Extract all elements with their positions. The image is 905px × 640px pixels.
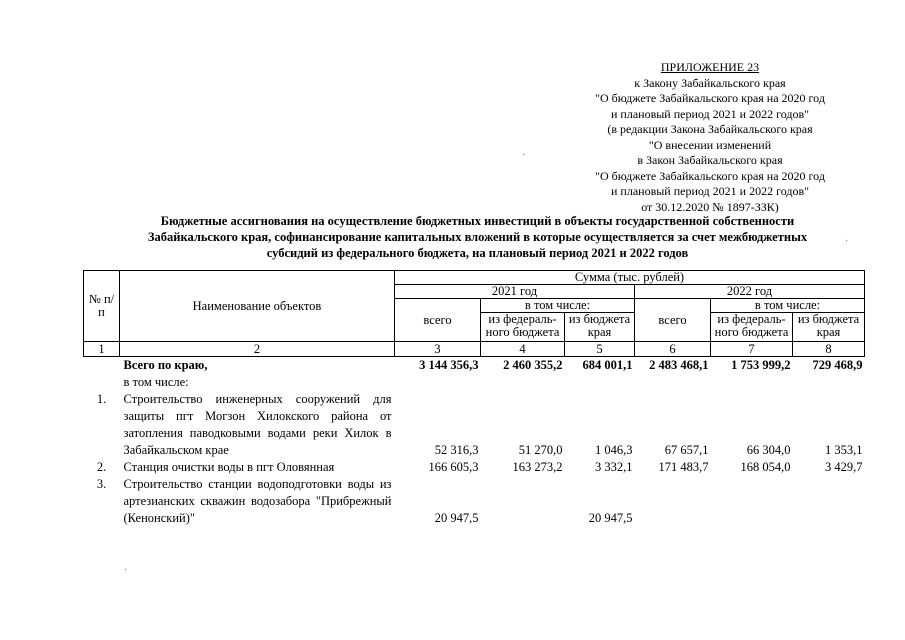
row-federal-2021 <box>481 476 565 527</box>
header-year-2022: 2022 год <box>635 285 865 299</box>
row-regional-2021: 1 046,3 <box>595 443 633 457</box>
appendix-line: от 30.12.2020 № 1897-ЗЗК) <box>641 199 779 214</box>
row-number <box>84 357 120 375</box>
row-regional-2021 <box>565 374 635 391</box>
row-number: 1. <box>96 392 107 406</box>
scan-speck: · <box>845 236 849 247</box>
header-total-2021: всего <box>395 299 481 342</box>
row-federal-2021: 163 273,2 <box>512 460 563 474</box>
row-name: Всего по краю, <box>123 358 208 372</box>
row-name: Станция очистки воды в пгт Оловянная <box>123 460 335 474</box>
row-total-2021 <box>395 374 481 391</box>
appendix-line: и плановый период 2021 и 2022 годов" <box>610 184 810 198</box>
row-name: Строительство станции водоподготовки воды из артезианских скважин водозабора "Прибрежный (Кенонский)" <box>123 477 392 525</box>
row-federal-2021: 51 270,0 <box>518 443 563 457</box>
header-incl-2022: в том числе: <box>711 299 865 313</box>
header-federal-2021: из федераль-ного бюджета <box>481 313 565 342</box>
appendix-line: "О бюджете Забайкальского края на 2020 год <box>595 168 825 183</box>
header-sum: Сумма (тыс. рублей) <box>395 271 865 285</box>
appendix-line: в Закон Забайкальского края <box>637 153 783 167</box>
row-regional-2021: 20 947,5 <box>588 511 633 525</box>
budget-table <box>83 270 865 527</box>
row-regional-2022 <box>793 374 865 391</box>
row-number: 3. <box>96 477 107 491</box>
col-number: 7 <box>711 342 793 357</box>
row-federal-2021: 2 460 355,2 <box>503 358 563 372</box>
appendix-line: к Закону Забайкальского края <box>634 75 786 90</box>
table-row-total <box>84 357 865 375</box>
scan-speck: · <box>124 565 128 576</box>
row-number <box>84 374 120 391</box>
row-regional-2022: 729 468,9 <box>812 358 863 372</box>
row-total-2022 <box>635 476 711 527</box>
row-total-2021: 166 605,3 <box>428 460 479 474</box>
title-line: Бюджетные ассигнования на осуществление бюджетных инвестиций в объекты государственной собственности <box>160 214 795 228</box>
table-row <box>84 476 865 527</box>
header-total-2022: всего <box>635 299 711 342</box>
header-incl-2021: в том числе: <box>481 299 635 313</box>
row-federal-2021 <box>481 374 565 391</box>
appendix-line: "О бюджете Забайкальского края на 2020 год <box>595 91 825 105</box>
col-number: 8 <box>793 342 865 357</box>
title-line: субсидий из федерального бюджета, на плановый период 2021 и 2022 годов <box>266 246 689 260</box>
row-total-2021: 20 947,5 <box>434 511 479 525</box>
row-federal-2022 <box>711 476 793 527</box>
appendix-line: (в редакции Закона Забайкальского края <box>607 122 813 136</box>
row-name: Строительство инженерных сооружений для защиты пгт Могзон Хилокского района от затопления паводковыми водами реки Хилок в Забайкальском крае <box>123 392 392 457</box>
row-regional-2022: 3 429,7 <box>825 460 863 474</box>
appendix-heading: ПРИЛОЖЕНИЕ 23 <box>660 60 760 74</box>
row-name: в том числе: <box>123 375 189 389</box>
header-name: Наименование объектов <box>120 271 395 342</box>
header-year-2021: 2021 год <box>395 285 635 299</box>
row-regional-2021: 684 001,1 <box>582 358 633 372</box>
col-number: 5 <box>565 342 635 357</box>
row-number: 2. <box>96 460 107 474</box>
row-regional-2022: 1 353,1 <box>825 443 863 457</box>
row-regional-2022 <box>793 476 865 527</box>
table-row <box>84 391 865 459</box>
appendix-block <box>560 60 860 215</box>
scan-speck: · <box>522 150 526 161</box>
row-total-2022: 171 483,7 <box>658 460 709 474</box>
row-federal-2022: 1 753 999,2 <box>731 358 791 372</box>
title-line: Забайкальского края, софинансирование капитальных вложений в которые осуществляется за счет межбюджетных <box>147 230 808 244</box>
row-total-2021: 3 144 356,3 <box>419 358 479 372</box>
document-title <box>95 213 860 261</box>
header-regional-2021: из бюджета края <box>565 313 635 342</box>
col-number: 2 <box>120 342 395 357</box>
row-federal-2022: 66 304,0 <box>746 443 791 457</box>
header-num: № п/п <box>84 271 120 342</box>
row-regional-2021: 3 332,1 <box>595 460 633 474</box>
appendix-line: "О внесении изменений <box>648 137 772 152</box>
row-total-2021: 52 316,3 <box>434 443 479 457</box>
appendix-line: и плановый период 2021 и 2022 годов" <box>610 106 810 121</box>
col-number: 3 <box>395 342 481 357</box>
col-number: 6 <box>635 342 711 357</box>
row-total-2022 <box>635 374 711 391</box>
table-row <box>84 459 865 476</box>
table-row <box>84 374 865 391</box>
row-federal-2022 <box>711 374 793 391</box>
header-federal-2022: из федераль-ного бюджета <box>711 313 793 342</box>
header-regional-2022: из бюджета края <box>793 313 865 342</box>
row-total-2022: 67 657,1 <box>664 443 709 457</box>
row-total-2022: 2 483 468,1 <box>649 358 709 372</box>
row-federal-2022: 168 054,0 <box>740 460 791 474</box>
col-number: 1 <box>84 342 120 357</box>
col-number: 4 <box>481 342 565 357</box>
